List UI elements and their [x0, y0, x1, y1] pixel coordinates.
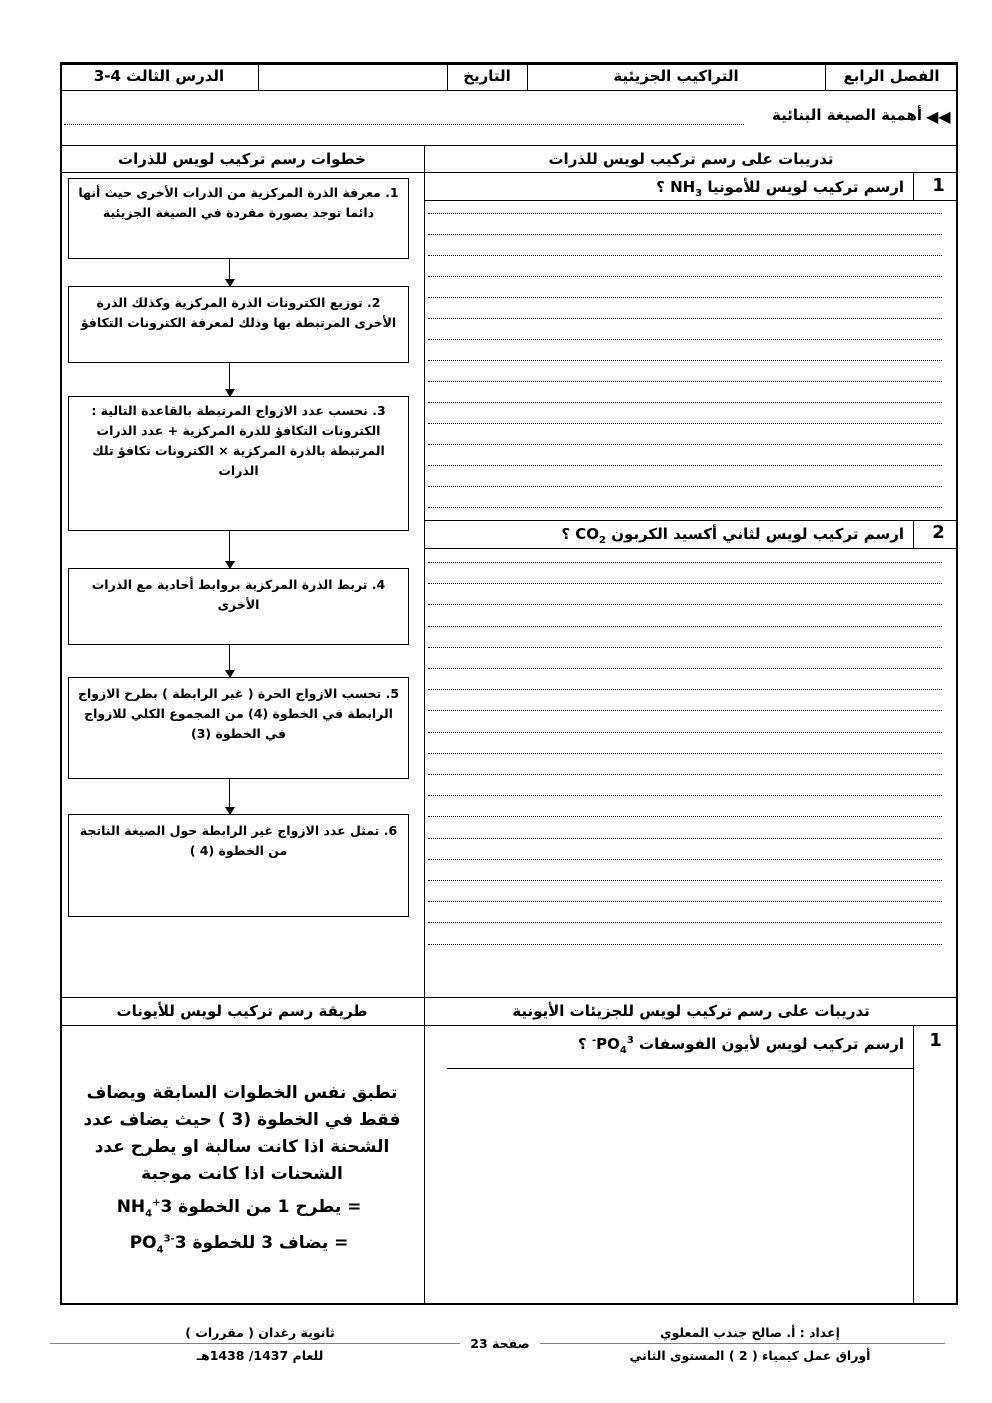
answer-line[interactable] [428, 944, 942, 945]
example-nh4 [68, 1197, 416, 1219]
footer-school: ثانوية رغدان ( مقررات ) [185, 1325, 335, 1340]
answer-line[interactable] [428, 880, 942, 881]
divider [60, 90, 958, 91]
question-number: 1 [932, 175, 945, 196]
answer-line[interactable] [428, 732, 942, 733]
column-divider [424, 145, 425, 1305]
answer-line[interactable] [428, 922, 942, 923]
answer-line[interactable] [428, 234, 942, 235]
formula-subscript: 4 [619, 1045, 627, 1056]
answer-line[interactable] [428, 444, 942, 445]
question-2-text [561, 525, 904, 546]
importance-answer-line[interactable] [64, 124, 744, 125]
answer-line[interactable] [428, 604, 942, 605]
ions-method-text: تطبق نفس الخطوات السابقة ويضاف فقط في الخطوة (3 ) حيث يضاف عدد الشحنة اذا كانت سالبة او يطرح عدد الشحنات اذا كانت موجبة [83, 1083, 401, 1184]
answer-line[interactable] [428, 859, 942, 860]
answer-line[interactable] [428, 318, 942, 319]
answer-line[interactable] [428, 816, 942, 817]
formula: CO [575, 525, 600, 543]
answer-line[interactable] [428, 507, 942, 508]
answer-line[interactable] [428, 562, 942, 563]
question-text: ارسم تركيب لويس لأيون الفوسفات [639, 1035, 904, 1053]
question-mark: ؟ [656, 178, 671, 196]
divider [913, 172, 914, 200]
divider [913, 1025, 914, 1305]
answer-line[interactable] [428, 339, 942, 340]
importance-label: أهمية الصيغة البنائية [771, 106, 922, 124]
footer-author: إعداد : أ. صالح جندب المعلوي [660, 1325, 840, 1340]
question-1-text [656, 178, 904, 199]
question-text: ارسم تركيب لويس للأمونيا [707, 178, 904, 196]
footer-line [540, 1343, 945, 1344]
chapter-label: الفصل الرابع [843, 67, 940, 85]
question-number: 2 [932, 522, 945, 543]
answer-line[interactable] [428, 647, 942, 648]
example-text: = يطرح 1 من الخطوة 3 [160, 1197, 368, 1217]
ion-question-text [578, 1035, 904, 1056]
formula: PO [596, 1035, 620, 1053]
divider [447, 1068, 913, 1069]
step-box-5: 5. تحسب الازواج الحرة ( غير الرابطة ) بطرح الازواج الرابطة في الخطوة (4) من المجموع الكلي للازواج في الخطوة (3) [68, 677, 409, 779]
answer-line[interactable] [428, 583, 942, 584]
date-label: التاريخ [463, 67, 511, 85]
formula-charge: 3- [163, 1233, 175, 1245]
divider [424, 548, 958, 549]
answer-line[interactable] [428, 297, 942, 298]
arrow-down-icon [229, 259, 230, 286]
double-arrow-icon: ◀◀ [926, 107, 951, 126]
ion-answer-area[interactable] [426, 1070, 912, 1303]
answer-line[interactable] [428, 795, 942, 796]
formula-charge: 3- [591, 1035, 634, 1046]
answer-line[interactable] [428, 626, 942, 627]
answer-line[interactable] [428, 486, 942, 487]
divider [60, 172, 958, 173]
date-field[interactable] [258, 62, 447, 90]
answer-line[interactable] [428, 753, 942, 754]
answer-line[interactable] [428, 838, 942, 839]
formula: NH [116, 1197, 146, 1217]
step-box-4: 4. تربط الذرة المركزية بروابط أحادية مع الذرات الأخرى [68, 568, 409, 645]
step-box-6: 6. تمثل عدد الازواج غير الرابطة حول الصيغة الناتجة من الخطوة (4 ) [68, 814, 409, 917]
step-box-1: 1. معرفة الذرة المركزية من الذرات الأخرى حيث أنها دائما توجد بصورة مفردة في الصيغة الجزيئية [68, 178, 409, 259]
formula-subscript: 4 [156, 1244, 164, 1256]
divider [60, 1025, 958, 1026]
formula-subscript: 2 [599, 535, 607, 546]
example-text: = يضاف 3 للخطوة 3 [174, 1233, 355, 1253]
answer-line[interactable] [428, 689, 942, 690]
formula-charge: + [152, 1197, 161, 1209]
footer-series: أوراق عمل كيمياء ( 2 ) المستوى الثاني [629, 1348, 871, 1363]
footer-line [50, 1343, 460, 1344]
arrow-down-icon [229, 363, 230, 396]
step-box-3: 3. نحسب عدد الازواج المرتبطة بالقاعدة التالية : الكترونات التكافؤ للذرة المركزية + عدد الذرات المرتبطة بالذرة المركزية × الكترونات تكافؤ تلك الذرات [68, 396, 409, 531]
divider [424, 200, 958, 201]
arrow-down-icon [229, 645, 230, 677]
answer-line[interactable] [428, 213, 942, 214]
question-number: 1 [929, 1030, 942, 1051]
question-mark: ؟ [561, 525, 576, 543]
formula-subscript: 4 [145, 1208, 153, 1220]
answer-line[interactable] [428, 901, 942, 902]
topic-label: التراكيب الجزيئية [613, 67, 739, 85]
example-po4 [68, 1233, 416, 1255]
formula: PO [129, 1233, 157, 1253]
answer-line[interactable] [428, 774, 942, 775]
page-number: صفحة 23 [470, 1336, 530, 1351]
formula: NH [670, 178, 696, 196]
divider [424, 520, 958, 521]
answer-line[interactable] [428, 360, 942, 361]
step-box-2: 2. توزيع الكترونات الذرة المركزية وكذلك الذرة الأخرى المرتبطة بها وذلك لمعرفة الكترونات التكافؤ [68, 286, 409, 363]
answer-line[interactable] [428, 465, 942, 466]
steps-header: خطوات رسم تركيب لويس للذرات [118, 149, 366, 168]
answer-line[interactable] [428, 710, 942, 711]
answer-line[interactable] [428, 276, 942, 277]
question-text: ارسم تركيب لويس لثاني أكسيد الكربون [611, 525, 904, 543]
answer-line[interactable] [428, 381, 942, 382]
answer-line[interactable] [428, 255, 942, 256]
question-mark: ؟ [578, 1035, 592, 1053]
exercises-header: تدريبات على رسم تركيب لويس للذرات [548, 149, 834, 168]
arrow-down-icon [229, 779, 230, 814]
ions-method-header: طريقة رسم تركيب لويس للأيونات [116, 1002, 368, 1020]
answer-line[interactable] [428, 402, 942, 403]
divider [913, 520, 914, 548]
footer-year: للعام 1437/ 1438هـ [196, 1348, 324, 1363]
formula-subscript: 3 [695, 188, 703, 199]
ions-exercises-header: تدريبات على رسم تركيب لويس للجزيئات الأيونية [512, 1002, 870, 1020]
answer-line[interactable] [428, 668, 942, 669]
lesson-label: الدرس الثالث 4-3 [93, 67, 225, 85]
arrow-down-icon [229, 531, 230, 568]
answer-line[interactable] [428, 423, 942, 424]
